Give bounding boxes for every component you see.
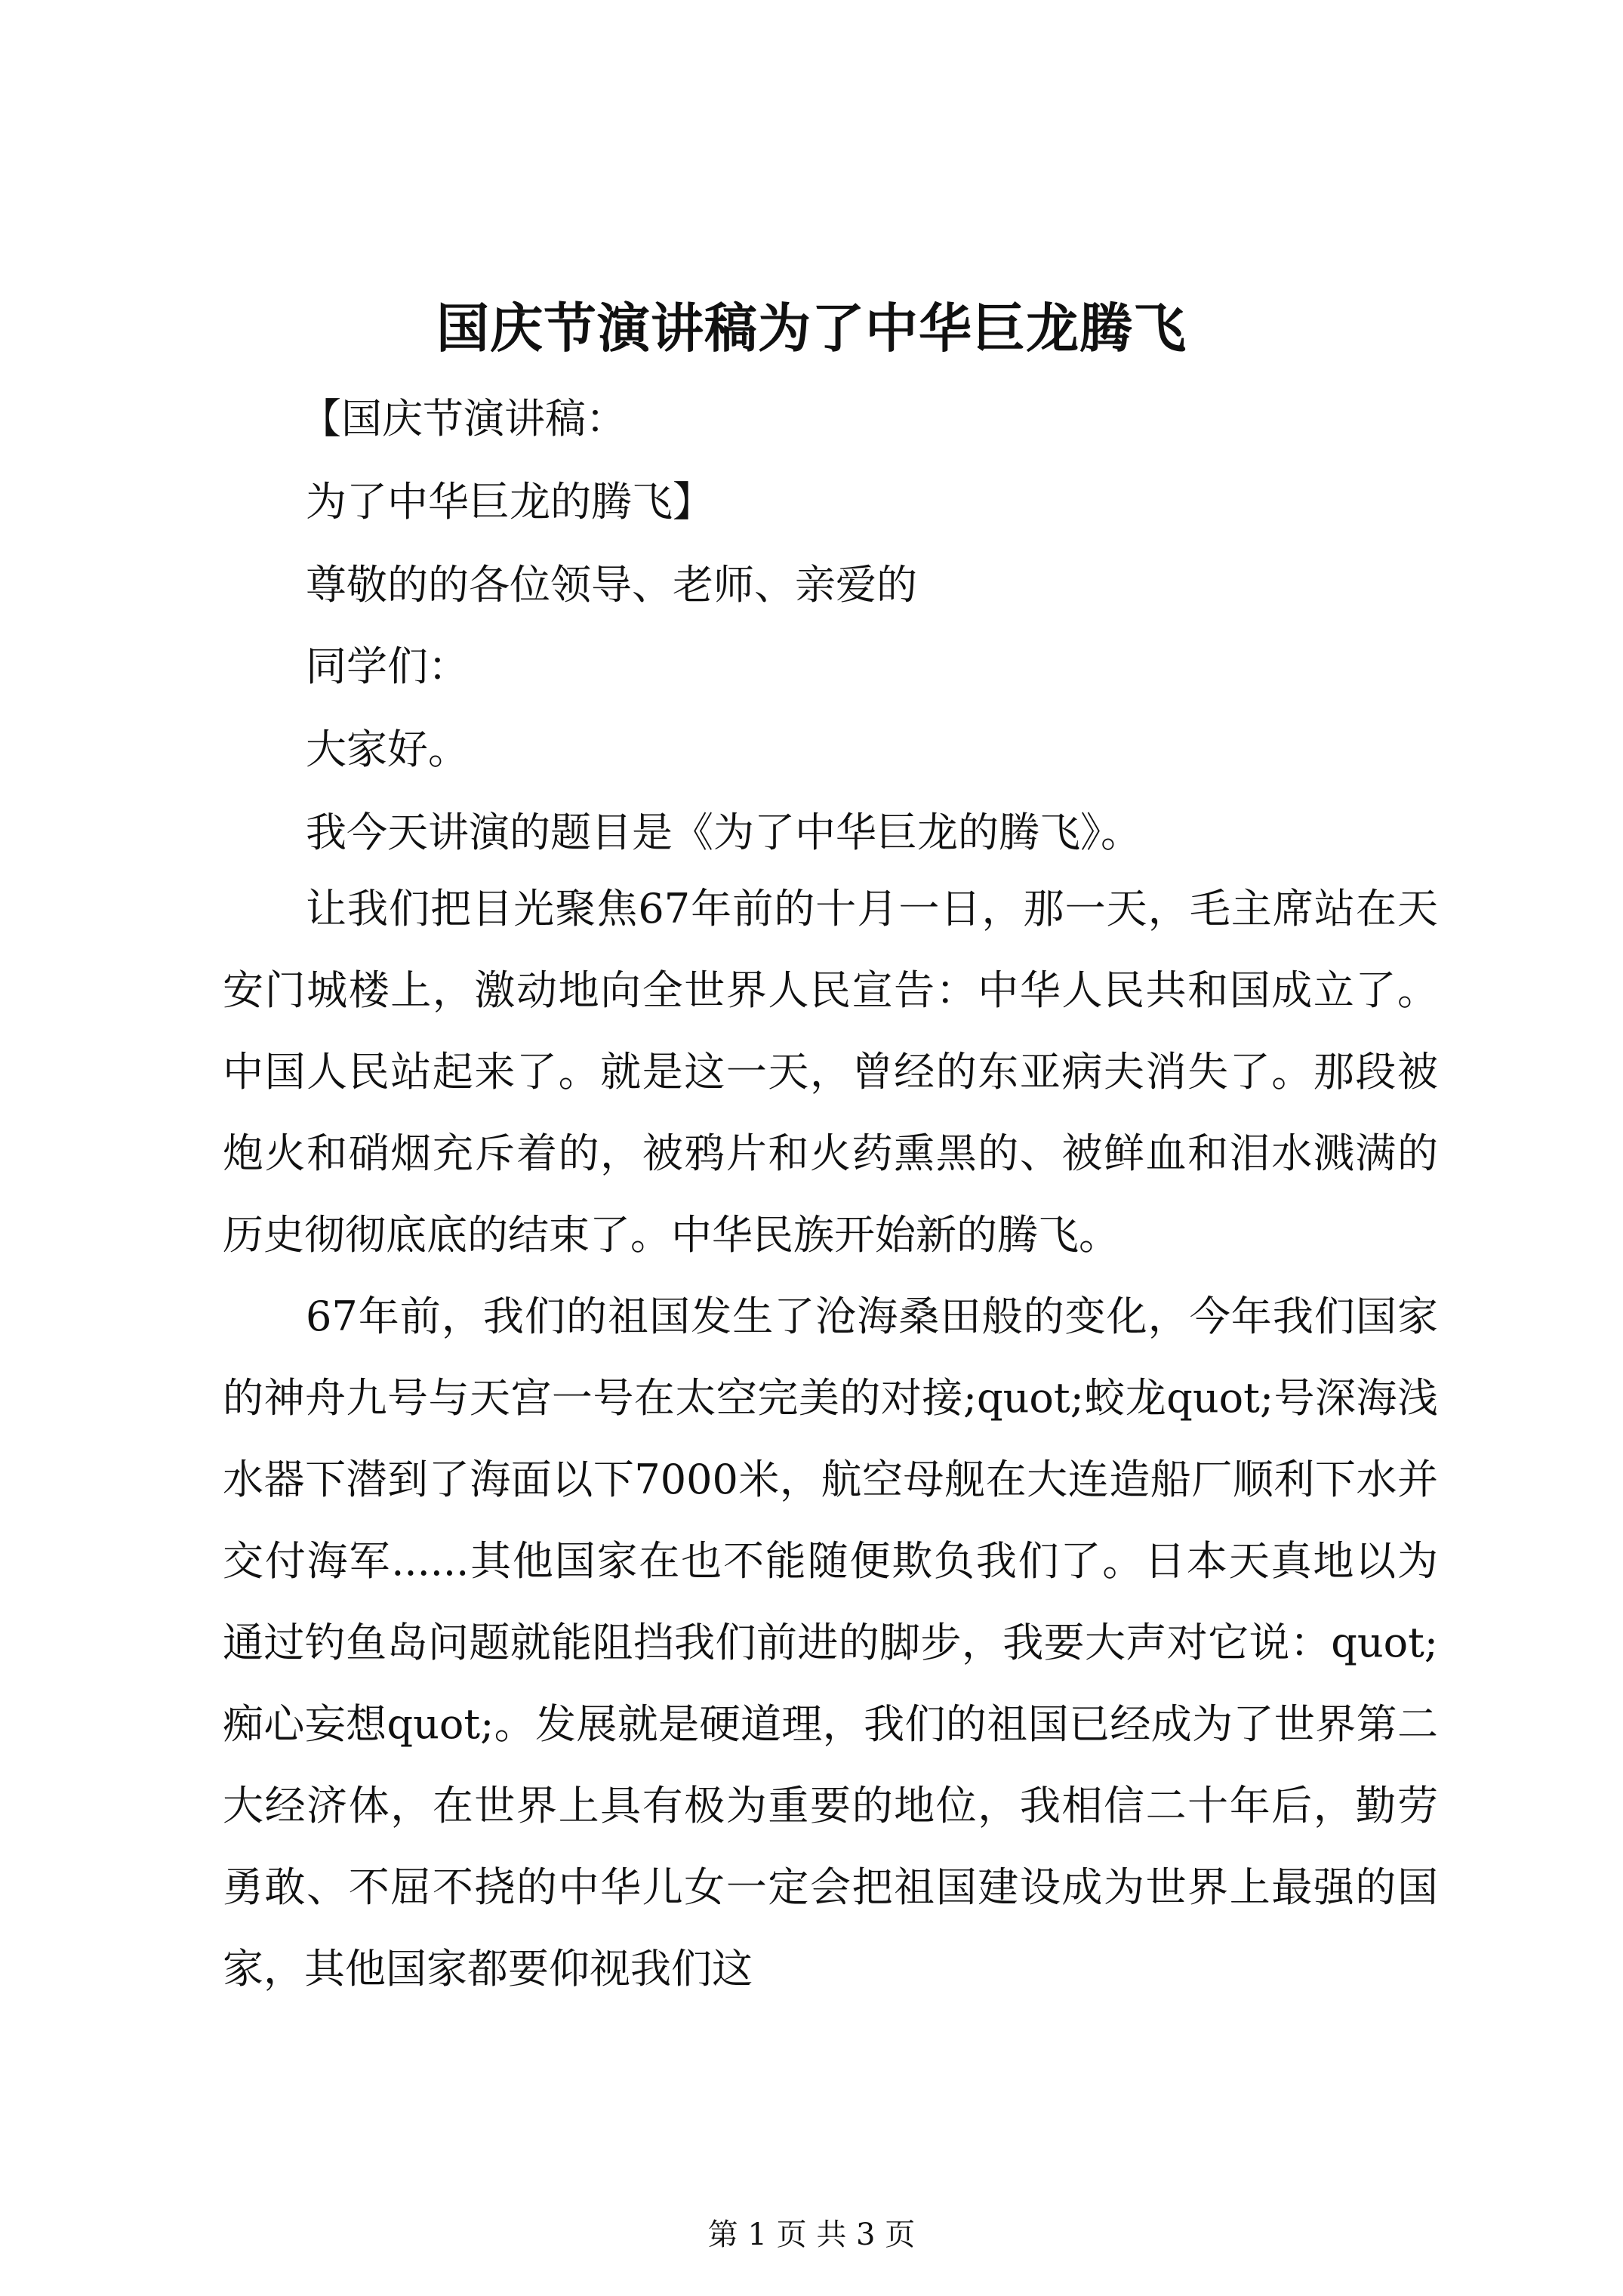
- subtitle-line-2: 为了中华巨龙的腾飞】: [306, 478, 713, 525]
- body-paragraph: 67年前，我们的祖国发生了沧海桑田般的变化，今年我们国家的神舟九号与天宫一号在太空完美的对接;quot;蛟龙quot;号深海浅水器下潜到了海面以下7000米，航空母舰在大连造船厂顺利下水并交付海军......其他国家在也不能随便欺负我们了。日本天真地以为通过钓鱼岛问题就能阻挡我们前进的脚步，我要大声对它说：quot;痴心妄想quot;。发展就是硬道理，我们的祖国已经成为了世界第二大经济体，在世界上具有极为重要的地位，我相信二十年后，勤劳勇敢、不屈不挠的中华儿女一定会把祖国建设成为世界上最强的国家，其他国家都要仰视我们这: [223, 1293, 1438, 1992]
- document-title: 国庆节演讲稿为了中华巨龙腾飞: [436, 297, 1187, 359]
- page-footer: 第 1 页 共 3 页: [707, 2217, 916, 2252]
- greeting-line: 大家好。: [306, 726, 469, 773]
- salutation-line-2: 同学们：: [306, 643, 469, 690]
- body-paragraph: 让我们把目光聚焦67年前的十月一日，那一天，毛主席站在天安门城楼上，激动地向全世界人民宣告：中华人民共和国成立了。中国人民站起来了。就是这一天，曾经的东亚病夫消失了。那段被炮火和硝烟充斥着的，被鸦片和火药熏黑的、被鲜血和泪水溅满的历史彻彻底底的结束了。中华民族开始新的腾飞。: [223, 885, 1438, 1259]
- salutation-line: 尊敬的的各位领导、老师、亲爱的: [306, 561, 917, 609]
- topic-line: 我今天讲演的题目是《为了中华巨龙的腾飞》。: [306, 809, 1141, 856]
- subtitle-line-1: 【国庆节演讲稿：: [300, 395, 627, 442]
